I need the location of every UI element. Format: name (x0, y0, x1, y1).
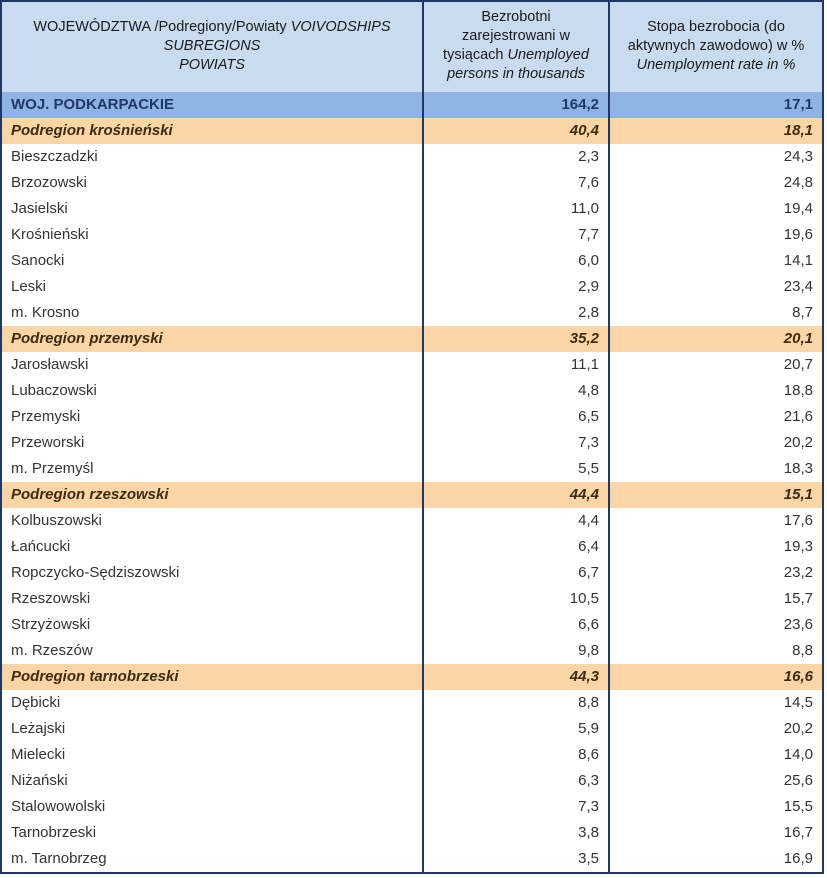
cell-unemployed-thousands: 4,8 (423, 378, 609, 404)
cell-territory-name: Kolbuszowski (1, 508, 423, 534)
table-row (1, 456, 823, 482)
cell-territory-name: Stalowowolski (1, 794, 423, 820)
header-territory-en-subregions: SUBREGIONS (163, 37, 261, 54)
cell-unemployment-rate: 19,6 (609, 222, 823, 248)
table-row (1, 742, 823, 768)
table-row (1, 794, 823, 820)
cell-unemployed-thousands: 6,4 (423, 534, 609, 560)
header-unemployed-en: Unemployed persons in thousands (447, 47, 589, 83)
cell-territory-name: Jasielski (1, 196, 423, 222)
table-row (1, 326, 823, 352)
cell-unemployed-thousands: 3,8 (423, 820, 609, 846)
cell-unemployment-rate: 14,5 (609, 690, 823, 716)
cell-unemployment-rate: 15,5 (609, 794, 823, 820)
table-row (1, 846, 823, 873)
header-rate-en: Unemployment rate in % (636, 56, 796, 73)
cell-unemployed-thousands: 8,8 (423, 690, 609, 716)
table-row (1, 378, 823, 404)
cell-unemployed-thousands: 40,4 (423, 118, 609, 144)
cell-territory-name: Niżański (1, 768, 423, 794)
cell-unemployed-thousands: 6,6 (423, 612, 609, 638)
cell-unemployment-rate: 23,4 (609, 274, 823, 300)
cell-unemployed-thousands: 6,5 (423, 404, 609, 430)
cell-unemployment-rate: 20,2 (609, 716, 823, 742)
header-rate-pl: Stopa bezrobocia (do aktywnych zawodowo) w % (627, 18, 805, 54)
cell-territory-name: Sanocki (1, 248, 423, 274)
cell-unemployment-rate: 17,6 (609, 508, 823, 534)
header-territory-en-voivodships: VOIVODSHIPS (290, 18, 391, 35)
cell-unemployment-rate: 23,2 (609, 560, 823, 586)
cell-territory-name: m. Rzeszów (1, 638, 423, 664)
table-row (1, 248, 823, 274)
cell-unemployment-rate: 16,9 (609, 846, 823, 873)
table-row (1, 482, 823, 508)
table-row (1, 716, 823, 742)
cell-unemployment-rate: 19,3 (609, 534, 823, 560)
cell-unemployment-rate: 20,2 (609, 430, 823, 456)
column-header-rate (609, 1, 823, 92)
cell-unemployment-rate: 8,8 (609, 638, 823, 664)
cell-territory-name: Jarosławski (1, 352, 423, 378)
header-territory-pl: WOJEWÓDZTWA /Podregiony/Powiaty (33, 18, 287, 35)
table-row (1, 612, 823, 638)
cell-unemployed-thousands: 44,3 (423, 664, 609, 690)
cell-unemployed-thousands: 11,0 (423, 196, 609, 222)
table-row (1, 820, 823, 846)
cell-territory-name: Przemyski (1, 404, 423, 430)
cell-unemployed-thousands: 10,5 (423, 586, 609, 612)
header-territory-en-powiats: POWIATS (179, 56, 245, 73)
cell-territory-name: m. Tarnobrzeg (1, 846, 423, 873)
cell-territory-name: Podregion przemyski (1, 326, 423, 352)
cell-unemployed-thousands: 6,7 (423, 560, 609, 586)
cell-unemployed-thousands: 7,7 (423, 222, 609, 248)
cell-unemployment-rate: 18,3 (609, 456, 823, 482)
cell-unemployed-thousands: 9,8 (423, 638, 609, 664)
column-header-unemployed (423, 1, 609, 92)
cell-territory-name: Podregion krośnieński (1, 118, 423, 144)
cell-territory-name: Krośnieński (1, 222, 423, 248)
cell-unemployment-rate: 24,8 (609, 170, 823, 196)
table-row (1, 300, 823, 326)
cell-unemployment-rate: 21,6 (609, 404, 823, 430)
header-row (1, 1, 823, 92)
table-row (1, 430, 823, 456)
cell-territory-name: Leski (1, 274, 423, 300)
table-row (1, 144, 823, 170)
cell-unemployment-rate: 23,6 (609, 612, 823, 638)
cell-unemployed-thousands: 4,4 (423, 508, 609, 534)
cell-unemployment-rate: 18,8 (609, 378, 823, 404)
cell-territory-name: Tarnobrzeski (1, 820, 423, 846)
cell-unemployment-rate: 19,4 (609, 196, 823, 222)
table-row (1, 508, 823, 534)
cell-territory-name: Bieszczadzki (1, 144, 423, 170)
table-row (1, 352, 823, 378)
cell-unemployed-thousands: 7,6 (423, 170, 609, 196)
cell-unemployed-thousands: 44,4 (423, 482, 609, 508)
table-row (1, 196, 823, 222)
cell-unemployed-thousands: 2,8 (423, 300, 609, 326)
table-row (1, 92, 823, 118)
cell-territory-name: Podregion rzeszowski (1, 482, 423, 508)
table-row (1, 404, 823, 430)
cell-territory-name: WOJ. PODKARPACKIE (1, 92, 423, 118)
cell-territory-name: Przeworski (1, 430, 423, 456)
cell-unemployment-rate: 25,6 (609, 768, 823, 794)
cell-unemployment-rate: 16,7 (609, 820, 823, 846)
table-row (1, 560, 823, 586)
cell-territory-name: Ropczycko-Sędziszowski (1, 560, 423, 586)
table-row (1, 170, 823, 196)
cell-unemployed-thousands: 2,3 (423, 144, 609, 170)
header-unemployed-pl: Bezrobotni zarejestrowani w tysiącach (443, 9, 570, 64)
cell-unemployed-thousands: 5,5 (423, 456, 609, 482)
cell-territory-name: m. Przemyśl (1, 456, 423, 482)
cell-unemployed-thousands: 7,3 (423, 794, 609, 820)
cell-unemployment-rate: 17,1 (609, 92, 823, 118)
table-row (1, 638, 823, 664)
cell-unemployed-thousands: 7,3 (423, 430, 609, 456)
table-row (1, 274, 823, 300)
table-row (1, 690, 823, 716)
cell-territory-name: Leżajski (1, 716, 423, 742)
table-header (1, 1, 823, 92)
cell-unemployment-rate: 15,1 (609, 482, 823, 508)
cell-unemployment-rate: 15,7 (609, 586, 823, 612)
cell-unemployed-thousands: 5,9 (423, 716, 609, 742)
cell-territory-name: m. Krosno (1, 300, 423, 326)
cell-territory-name: Mielecki (1, 742, 423, 768)
cell-unemployment-rate: 20,1 (609, 326, 823, 352)
cell-unemployment-rate: 24,3 (609, 144, 823, 170)
cell-unemployed-thousands: 6,0 (423, 248, 609, 274)
cell-unemployment-rate: 16,6 (609, 664, 823, 690)
cell-unemployment-rate: 14,1 (609, 248, 823, 274)
cell-unemployed-thousands: 8,6 (423, 742, 609, 768)
table-body (1, 92, 823, 873)
table-row (1, 534, 823, 560)
column-header-territory (1, 1, 423, 92)
cell-territory-name: Strzyżowski (1, 612, 423, 638)
cell-unemployment-rate: 20,7 (609, 352, 823, 378)
table-row (1, 664, 823, 690)
table-row (1, 768, 823, 794)
cell-unemployed-thousands: 35,2 (423, 326, 609, 352)
cell-unemployment-rate: 18,1 (609, 118, 823, 144)
cell-unemployed-thousands: 6,3 (423, 768, 609, 794)
cell-unemployment-rate: 14,0 (609, 742, 823, 768)
cell-unemployed-thousands: 2,9 (423, 274, 609, 300)
table-row (1, 118, 823, 144)
cell-unemployed-thousands: 11,1 (423, 352, 609, 378)
cell-territory-name: Podregion tarnobrzeski (1, 664, 423, 690)
table-row (1, 222, 823, 248)
cell-territory-name: Dębicki (1, 690, 423, 716)
cell-territory-name: Brzozowski (1, 170, 423, 196)
cell-territory-name: Lubaczowski (1, 378, 423, 404)
cell-territory-name: Łańcucki (1, 534, 423, 560)
table-row (1, 586, 823, 612)
cell-unemployed-thousands: 164,2 (423, 92, 609, 118)
cell-unemployed-thousands: 3,5 (423, 846, 609, 873)
cell-unemployment-rate: 8,7 (609, 300, 823, 326)
cell-territory-name: Rzeszowski (1, 586, 423, 612)
